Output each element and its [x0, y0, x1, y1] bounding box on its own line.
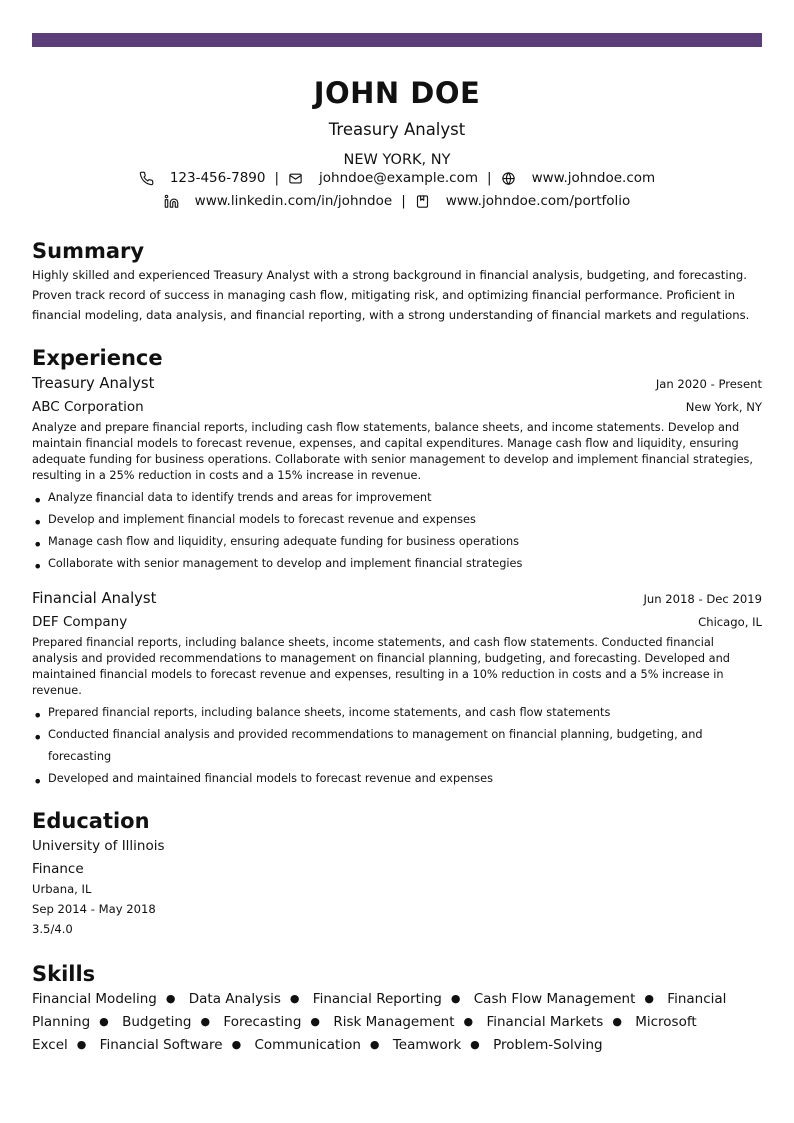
skill-item: Financial Modeling — [32, 991, 157, 1007]
skill-separator: ● — [200, 1015, 211, 1028]
skill-item: Data Analysis — [188, 991, 281, 1007]
separator: | — [401, 193, 406, 209]
globe-icon — [501, 171, 516, 186]
company-location: Chicago, IL — [698, 615, 762, 629]
experience-heading: Experience — [32, 346, 163, 370]
skill-item: Teamwork — [392, 1037, 462, 1053]
skill-separator: ● — [289, 992, 300, 1005]
portfolio-link[interactable]: www.johndoe.com/portfolio — [445, 193, 631, 209]
job-dates: Jun 2018 - Dec 2019 — [643, 592, 762, 606]
email-link[interactable]: johndoe@example.com — [319, 170, 479, 186]
skill-item: Financial Markets — [486, 1014, 604, 1030]
linkedin-link[interactable]: www.linkedin.com/in/johndoe — [194, 193, 393, 209]
linkedin-icon — [164, 194, 179, 209]
skill-item: Financial Planning — [32, 991, 727, 1030]
list-item: • Conducted financial analysis and provided recommendations to management on financial planning, budgeting, and forecasting — [33, 728, 703, 763]
company-name: ABC Corporation — [32, 399, 144, 415]
skill-separator: ● — [369, 1038, 380, 1051]
skill-separator: ● — [99, 1015, 109, 1028]
skill-item: Communication — [254, 1037, 361, 1053]
skill-item: Risk Management — [333, 1014, 455, 1030]
website-link[interactable]: www.johndoe.com — [531, 170, 656, 186]
list-item: • Manage cash flow and liquidity, ensuring adequate funding for business operations — [33, 535, 520, 554]
experience-entry — [32, 374, 762, 575]
job-dates: Jan 2020 - Present — [655, 377, 762, 391]
education-location: Urbana, IL — [32, 882, 92, 896]
candidate-location: NEW YORK, NY — [343, 152, 451, 168]
contact-row-2 — [32, 192, 762, 210]
candidate-role: Treasury Analyst — [328, 120, 466, 139]
skill-separator: ● — [463, 1015, 474, 1028]
summary-text: Highly skilled and experienced Treasury Analyst with a strong background in financial analysis, budgeting, and forecasting. Proven track record of success in managing cash flow, mitigating risk, and optimizing financial performance. Proficient in financial modeling, data analysis, and financial reporting, with a strong understanding of financial markets and regulations. — [32, 268, 750, 322]
skill-separator: ● — [644, 992, 654, 1005]
education-gpa: 3.5/4.0 — [32, 922, 73, 936]
list-item: • Develop and implement financial models to forecast revenue and expenses — [33, 513, 476, 532]
portfolio-icon — [415, 194, 430, 209]
list-item: • Collaborate with senior management to develop and implement financial strategies — [33, 557, 523, 576]
skill-separator: ● — [231, 1038, 242, 1051]
skill-item: Forecasting — [223, 1014, 302, 1030]
skill-item: Problem-Solving — [493, 1037, 603, 1053]
skill-separator: ● — [612, 1015, 622, 1028]
experience-entry — [32, 589, 762, 790]
job-description: Analyze and prepare financial reports, including cash flow statements, balance sheets, and income statements. Develop and maintain financial models to forecast revenue, expenses, and capital expenditures. Manage cash flow and liquidity, ensuring adequate funding for business operations. Collaborate with senior management to develop and implement financial strategies, resulting in a 25% reduction in costs and a 15% increase in revenue. — [32, 421, 754, 482]
skill-separator: ● — [470, 1038, 480, 1051]
mail-icon — [288, 171, 303, 186]
resume-page — [32, 33, 762, 1057]
job-title: Treasury Analyst — [32, 375, 155, 392]
separator: | — [487, 170, 492, 186]
skills-heading: Skills — [32, 962, 96, 986]
education-field: Finance — [32, 861, 84, 877]
education-dates: Sep 2014 - May 2018 — [32, 902, 156, 916]
skill-item: Financial Reporting — [312, 991, 442, 1007]
separator: | — [274, 170, 280, 186]
skill-item: Cash Flow Management — [473, 991, 636, 1007]
job-description: Prepared financial reports, including balance sheets, income statements, and cash flow statements. Conducted financial analysis and provided recommendations to management on financial planning, budgeting, and forecasting. Developed and maintained financial models to forecast revenue and expenses, resulting in a 10% reduction in costs and a 5% increase in revenue. — [32, 636, 730, 697]
skill-separator: ● — [310, 1015, 321, 1028]
job-bullets — [32, 702, 762, 790]
skill-item: Financial Software — [99, 1037, 223, 1053]
skill-item: Budgeting — [122, 1014, 192, 1030]
list-item: • Developed and maintained financial models to forecast revenue and expenses — [33, 772, 493, 791]
skills-list — [32, 988, 762, 1057]
skill-separator: ● — [450, 992, 461, 1005]
list-item: • Analyze financial data to identify trends and areas for improvement — [33, 491, 432, 510]
skill-separator: ● — [76, 1038, 87, 1051]
skill-item: Microsoft Excel — [32, 1014, 697, 1053]
summary-heading: Summary — [32, 239, 145, 263]
phone-icon — [139, 171, 154, 186]
list-item: • Prepared financial reports, including balance sheets, income statements, and cash flow statements — [33, 706, 611, 725]
education-school: University of Illinois — [32, 838, 165, 854]
job-bullets — [32, 487, 762, 575]
company-location: New York, NY — [685, 400, 762, 414]
company-name: DEF Company — [32, 614, 128, 630]
candidate-name: JOHN DOE — [313, 76, 481, 110]
education-heading: Education — [32, 809, 150, 833]
accent-bar — [32, 33, 762, 47]
skill-separator: ● — [165, 992, 176, 1005]
job-title: Financial Analyst — [32, 590, 157, 607]
contact-row-1 — [32, 169, 762, 187]
phone-text[interactable]: 123-456-7890 — [169, 170, 266, 186]
